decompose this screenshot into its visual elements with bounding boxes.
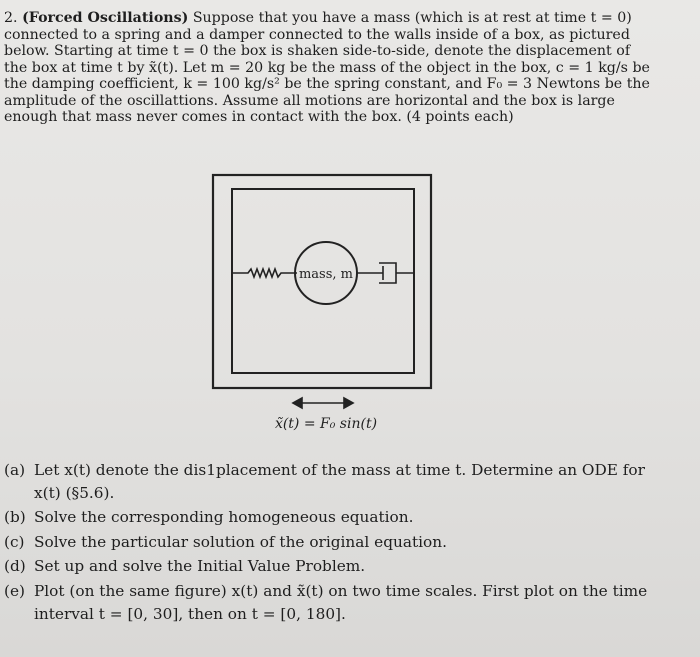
problem-intro: Suppose that you have a mass (which is at rest at time t = 0) connected to a spring and a damper connected to the walls inside of a box, as pictured below. Starting at time t = 0 the box is shaken side-to-side, denote the displacement of the box at time t by x̃(t). Let m = 20 kg be the mass of the object in the box, c = 1 kg/s be the damping coefficient, k = 100 kg/s² be the spring constant, and F₀ = 3 Newtons be the amplitude of the oscillattions. Assume all motions are horizontal and the box is large enough that mass never comes in contact with the box. (4 points each) [4,10,650,125]
spring [232,269,297,277]
part-b [4,506,664,529]
question-parts [4,459,664,627]
forcing-equation: x̃(t) = F₀ sin(t) [274,416,378,432]
mass-label: mass, m [298,267,354,282]
part-e [4,580,664,625]
part-c [4,531,664,554]
part-text: Solve the particular solution of the original equation. [34,532,447,551]
part-text: Solve the corresponding homogeneous equation. [34,508,414,527]
part-text: Plot (on the same figure) x(t) and x̃(t) on two time scales. First plot on the time interval t = [0, 30], then on t = [0, 180]. [34,581,648,623]
shake-direction-arrow [293,398,353,408]
part-text: Set up and solve the Initial Value Problem. [34,557,366,576]
part-label: (d) [4,557,26,576]
part-label: (c) [4,532,25,551]
part-a [4,459,664,504]
damper [357,263,414,283]
part-label: (e) [4,581,25,600]
problem-number: 2. [4,10,18,26]
part-d [4,555,664,578]
part-text: Let x(t) denote the dis1placement of the mass at time t. Determine an ODE for x(t) (§5.6). [34,461,645,502]
part-label: (a) [4,461,26,479]
part-label: (b) [4,508,26,527]
problem-title: (Forced Oscillations) [22,10,189,26]
